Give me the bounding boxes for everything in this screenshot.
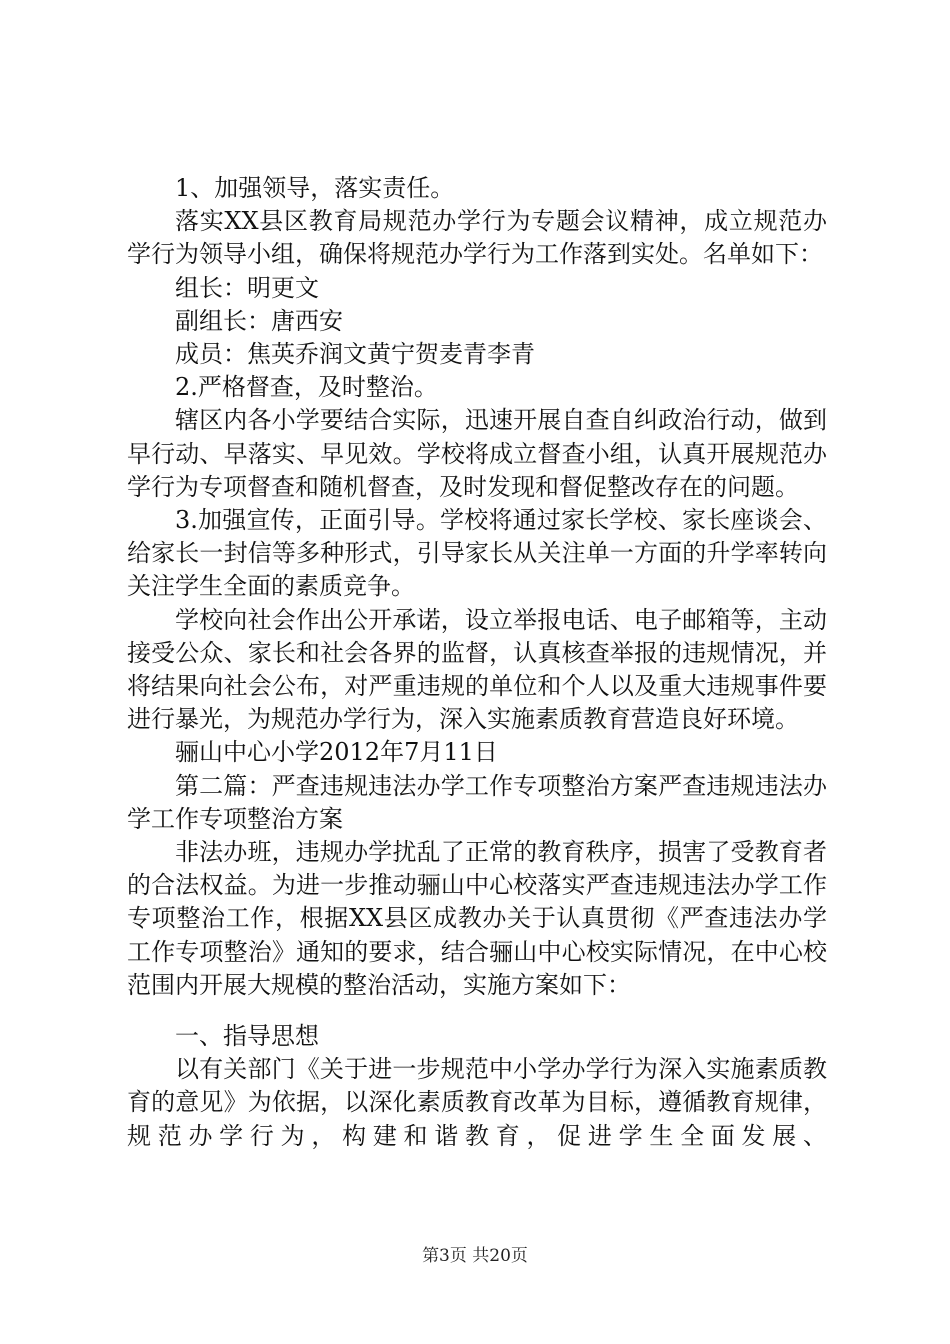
- paragraph-leader: 组长：明更文: [175, 273, 319, 302]
- paragraph-section-title: 第二篇：严查违规违法办学工作专项整治方案严查违规违法办学工作专项整治方案: [127, 771, 827, 833]
- paragraph-heading-guiding-ideology: 一、指导思想: [175, 1022, 319, 1051]
- paragraph-body: 落实XX县区教育局规范办学行为专题会议精神，成立规范办学行为领导小组，确保将规范办学行为工作落到实处。名单如下：: [127, 207, 827, 269]
- page-number-footer: 第3页 共20页: [422, 1246, 528, 1266]
- paragraph-members: 成员：焦英乔润文黄宁贺麦青李青: [175, 340, 535, 369]
- paragraph-body: 以有关部门《关于进一步规范中小学办学行为深入实施素质教育的意见》为依据，以深化素质教育改革为目标，遵循教育规律，规范办学行为，构建和谐教育，促进学生全面发展、: [127, 1055, 827, 1150]
- paragraph-spacer: [127, 1002, 827, 1020]
- paragraph-heading-3: 3.加强宣传，正面引导。学校将通过家长学校、家长座谈会、给家长一封信等多种形式，引导家长从关注单一方面的升学率转向关注学生全面的素质竞争。: [127, 506, 827, 601]
- paragraph-body: 学校向社会作出公开承诺，设立举报电话、电子邮箱等，主动接受公众、家长和社会各界的监督，认真核查举报的违规情况，并将结果向社会公布，对严重违规的单位和个人以及重大违规事件要进行暴光，为规范办学行为，深入实施素质教育营造良好环境。: [127, 605, 827, 734]
- paragraph-body: 辖区内各小学要结合实际，迅速开展自查自纠政治行动，做到早行动、早落实、早见效。学校将成立督查小组，认真开展规范办学行为专项督查和随机督查，及时发现和督促整改存在的问题。: [127, 406, 827, 501]
- paragraph-signature-date: 骊山中心小学2012年7月11日: [175, 738, 498, 767]
- paragraph-deputy-leader: 副组长：唐西安: [175, 306, 343, 335]
- paragraph-heading-2: 2.严格督查，及时整治。: [175, 373, 438, 402]
- paragraph-body: 非法办班，违规办学扰乱了正常的教育秩序，损害了受教育者的合法权益。为进一步推动骊山中心校落实严查违规违法办学工作专项整治工作，根据XX县区成教办关于认真贯彻《严查违法办学工作专项整治》通知的要求，结合骊山中心校实际情况，在中心校范围内开展大规模的整治活动，实施方案如下：: [127, 838, 827, 999]
- paragraph-heading-1: 1、加强领导，落实责任。: [175, 174, 455, 202]
- document-body: [127, 172, 827, 1153]
